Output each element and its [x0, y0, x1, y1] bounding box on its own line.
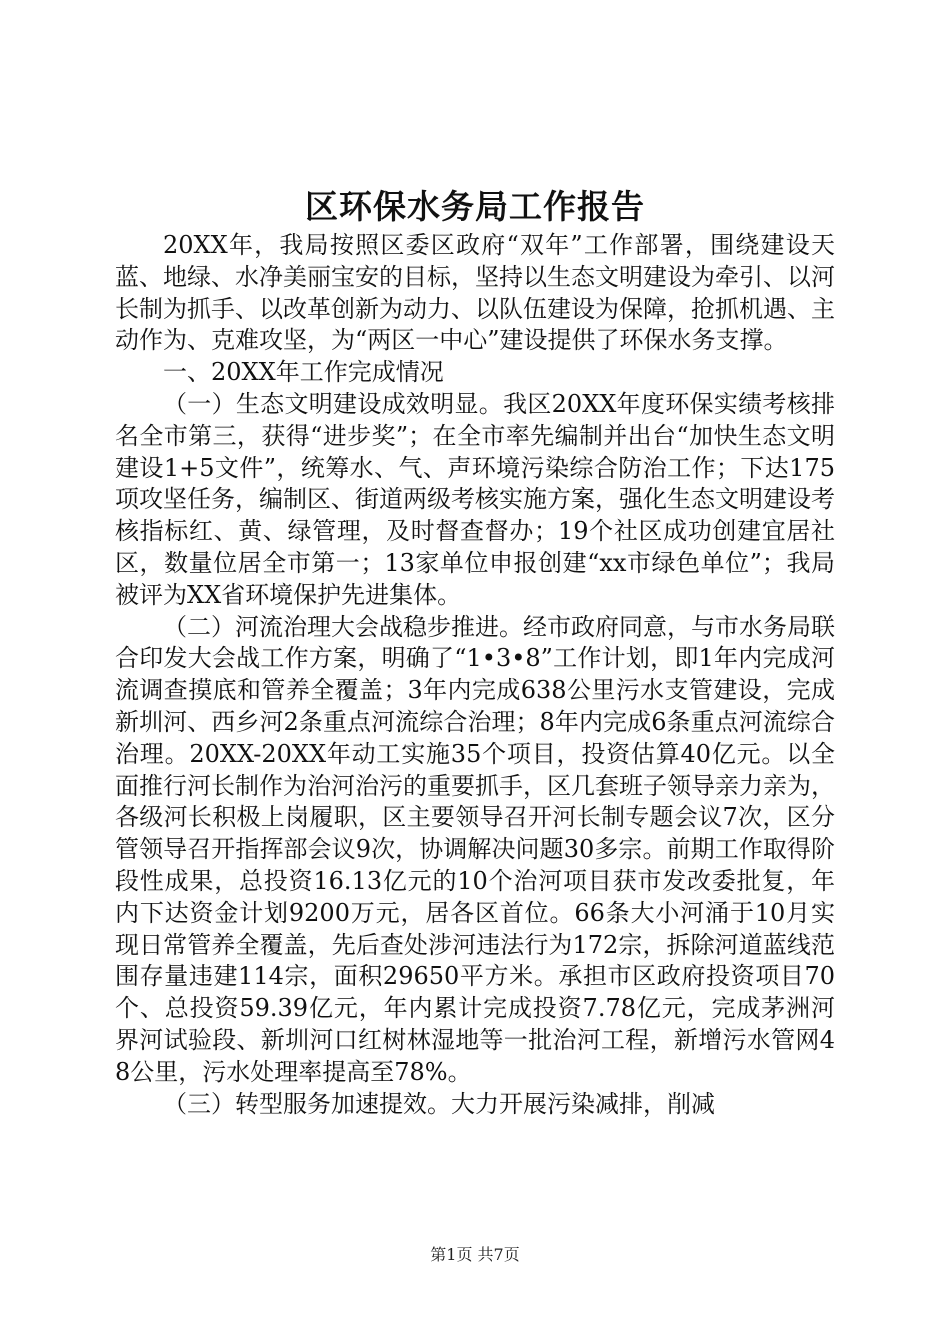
intro-paragraph: 20XX年，我局按照区委区政府“双年”工作部署，围绕建设天蓝、地绿、水净美丽宝安的目标，坚持以生态文明建设为牵引、以河长制为抓手、以改革创新为动力、以队伍建设为保障，抢抓机遇、主动作为、克难攻坚，为“两区一中心”建设提供了环保水务支撑。 — [115, 231, 835, 355]
section-heading: 一、20XX年工作完成情况 — [163, 358, 444, 387]
document-body — [115, 230, 835, 1120]
paragraph-ecology: （一）生态文明建设成效明显。我区20XX年度环保实绩考核排名全市第三，获得“进步奖”；在全市率先编制并出台“加快生态文明建设1+5文件”，统筹水、气、声环境污染综合防治工作；下达175项攻坚任务，编制区、街道两级考核实施方案，强化生态文明建设考核指标红、黄、绿管理，及时督查督办；19个社区成功创建宜居社区，数量位居全市第一；13家单位申报创建“xx市绿色单位”；我局被评为XX省环境保护先进集体。 — [115, 389, 835, 609]
page-footer: 第1页 共7页 — [430, 1245, 520, 1264]
paragraph-transformation: （三）转型服务加速提效。大力开展污染减排，削减 — [163, 1089, 715, 1118]
document-title: 区环保水务局工作报告 — [305, 187, 645, 226]
paragraph-river-governance: （二）河流治理大会战稳步推进。经市政府同意，与市水务局联合印发大会战工作方案，明确了“1•3•8”工作计划，即1年内完成河流调查摸底和管养全覆盖；3年内完成638公里污水支管建设，完成新圳河、西乡河2条重点河流综合治理；8年内完成6条重点河流综合治理。20XX-20XX年动工实施35个项目，投资估算40亿元。以全面推行河长制作为治河治污的重要抓手，区几套班子领导亲力亲为，各级河长积极上岗履职，区主要领导召开河长制专题会议7次，区分管领导召开指挥部会议9次，协调解决问题30多宗。前期工作取得阶段性成果，总投资16.13亿元的10个治河项目获市发改委批复，年内下达资金计划9200万元，居各区首位。66条大小河涌于10月实现日常管养全覆盖，先后查处涉河违法行为172宗，拆除河道蓝线范围存量违建114宗，面积29650平方米。承担市区政府投资项目70个、总投资59.39亿元，年内累计完成投资7.78亿元，完成茅洲河界河试验段、新圳河口红树林湿地等一批治河工程，新增污水管网48公里，污水处理率提高至78%。 — [115, 612, 835, 1086]
